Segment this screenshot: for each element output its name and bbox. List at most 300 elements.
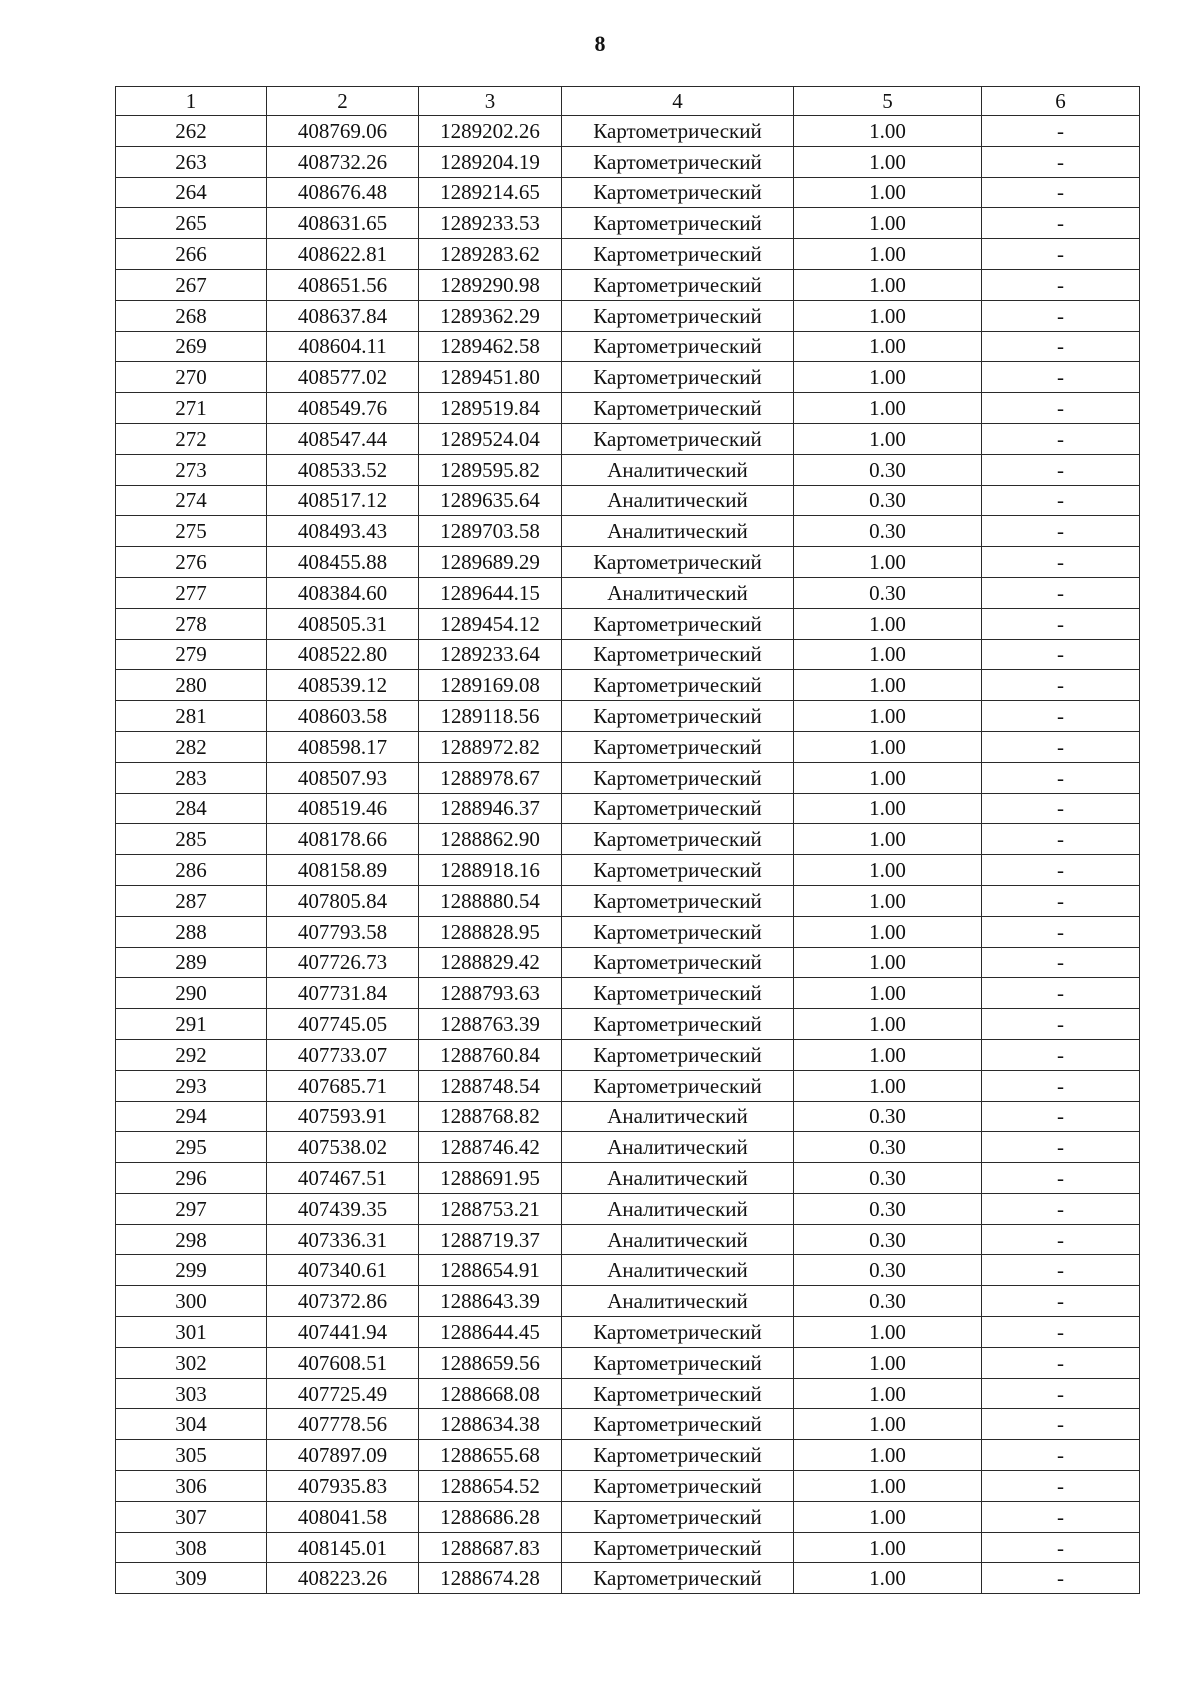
method-cell: Аналитический (562, 485, 794, 516)
y-coordinate-cell: 1289169.08 (419, 670, 562, 701)
accuracy-cell: 0.30 (794, 1255, 982, 1286)
y-coordinate-cell: 1289524.04 (419, 423, 562, 454)
table-row (116, 1532, 1140, 1563)
table-row (116, 393, 1140, 424)
accuracy-cell: 1.00 (794, 731, 982, 762)
y-coordinate-cell: 1288880.54 (419, 885, 562, 916)
note-cell: - (982, 793, 1140, 824)
accuracy-cell: 1.00 (794, 1070, 982, 1101)
x-coordinate-cell: 407733.07 (267, 1039, 419, 1070)
point-number-cell: 281 (116, 701, 267, 732)
note-cell: - (982, 485, 1140, 516)
point-number-cell: 294 (116, 1101, 267, 1132)
y-coordinate-cell: 1289118.56 (419, 701, 562, 732)
note-cell: - (982, 639, 1140, 670)
point-number-cell: 266 (116, 239, 267, 270)
x-coordinate-cell: 408158.89 (267, 855, 419, 886)
point-number-cell: 278 (116, 608, 267, 639)
y-coordinate-cell: 1289233.53 (419, 208, 562, 239)
point-number-cell: 262 (116, 116, 267, 147)
point-number-cell: 282 (116, 731, 267, 762)
method-cell: Картометрический (562, 1317, 794, 1348)
table-row (116, 978, 1140, 1009)
accuracy-cell: 0.30 (794, 577, 982, 608)
note-cell: - (982, 1009, 1140, 1040)
method-cell: Картометрический (562, 1409, 794, 1440)
accuracy-cell: 1.00 (794, 1347, 982, 1378)
table-row (116, 269, 1140, 300)
table-row (116, 731, 1140, 762)
accuracy-cell: 1.00 (794, 670, 982, 701)
accuracy-cell: 1.00 (794, 362, 982, 393)
x-coordinate-cell: 408604.11 (267, 331, 419, 362)
method-cell: Аналитический (562, 454, 794, 485)
point-number-cell: 280 (116, 670, 267, 701)
y-coordinate-cell: 1288674.28 (419, 1563, 562, 1594)
table-header (116, 87, 1140, 116)
x-coordinate-cell: 408145.01 (267, 1532, 419, 1563)
x-coordinate-cell: 407538.02 (267, 1132, 419, 1163)
table-row (116, 1101, 1140, 1132)
y-coordinate-cell: 1288643.39 (419, 1286, 562, 1317)
point-number-cell: 297 (116, 1193, 267, 1224)
x-coordinate-cell: 408384.60 (267, 577, 419, 608)
point-number-cell: 300 (116, 1286, 267, 1317)
note-cell: - (982, 577, 1140, 608)
point-number-cell: 295 (116, 1132, 267, 1163)
method-cell: Картометрический (562, 1532, 794, 1563)
x-coordinate-cell: 408547.44 (267, 423, 419, 454)
point-number-cell: 275 (116, 516, 267, 547)
method-cell: Картометрический (562, 300, 794, 331)
method-cell: Картометрический (562, 547, 794, 578)
note-cell: - (982, 1532, 1140, 1563)
note-cell: - (982, 300, 1140, 331)
accuracy-cell: 1.00 (794, 1471, 982, 1502)
y-coordinate-cell: 1288687.83 (419, 1532, 562, 1563)
x-coordinate-cell: 408455.88 (267, 547, 419, 578)
note-cell: - (982, 547, 1140, 578)
x-coordinate-cell: 407745.05 (267, 1009, 419, 1040)
y-coordinate-cell: 1288760.84 (419, 1039, 562, 1070)
method-cell: Картометрический (562, 1347, 794, 1378)
accuracy-cell: 1.00 (794, 762, 982, 793)
x-coordinate-cell: 407593.91 (267, 1101, 419, 1132)
table-row (116, 577, 1140, 608)
x-coordinate-cell: 408676.48 (267, 177, 419, 208)
note-cell: - (982, 1409, 1140, 1440)
note-cell: - (982, 177, 1140, 208)
accuracy-cell: 0.30 (794, 1101, 982, 1132)
method-cell: Картометрический (562, 916, 794, 947)
column-header-6: 6 (982, 87, 1140, 116)
point-number-cell: 309 (116, 1563, 267, 1594)
point-number-cell: 302 (116, 1347, 267, 1378)
x-coordinate-cell: 408577.02 (267, 362, 419, 393)
point-number-cell: 272 (116, 423, 267, 454)
note-cell: - (982, 608, 1140, 639)
method-cell: Картометрический (562, 1471, 794, 1502)
method-cell: Аналитический (562, 1224, 794, 1255)
point-number-cell: 279 (116, 639, 267, 670)
point-number-cell: 273 (116, 454, 267, 485)
accuracy-cell: 0.30 (794, 1163, 982, 1194)
table-row (116, 300, 1140, 331)
x-coordinate-cell: 408598.17 (267, 731, 419, 762)
table-row (116, 1070, 1140, 1101)
point-number-cell: 303 (116, 1378, 267, 1409)
coordinates-table (115, 86, 1140, 1594)
x-coordinate-cell: 407467.51 (267, 1163, 419, 1194)
table-row (116, 1009, 1140, 1040)
method-cell: Картометрический (562, 670, 794, 701)
y-coordinate-cell: 1288793.63 (419, 978, 562, 1009)
x-coordinate-cell: 408522.80 (267, 639, 419, 670)
note-cell: - (982, 1224, 1140, 1255)
note-cell: - (982, 1132, 1140, 1163)
note-cell: - (982, 423, 1140, 454)
y-coordinate-cell: 1289454.12 (419, 608, 562, 639)
y-coordinate-cell: 1288978.67 (419, 762, 562, 793)
accuracy-cell: 1.00 (794, 331, 982, 362)
note-cell: - (982, 731, 1140, 762)
table-row (116, 1471, 1140, 1502)
x-coordinate-cell: 407935.83 (267, 1471, 419, 1502)
x-coordinate-cell: 407372.86 (267, 1286, 419, 1317)
table-row (116, 1286, 1140, 1317)
x-coordinate-cell: 408517.12 (267, 485, 419, 516)
method-cell: Картометрический (562, 762, 794, 793)
note-cell: - (982, 1101, 1140, 1132)
accuracy-cell: 1.00 (794, 423, 982, 454)
y-coordinate-cell: 1289595.82 (419, 454, 562, 485)
y-coordinate-cell: 1289362.29 (419, 300, 562, 331)
point-number-cell: 293 (116, 1070, 267, 1101)
table-row (116, 1193, 1140, 1224)
table-row (116, 547, 1140, 578)
x-coordinate-cell: 408769.06 (267, 116, 419, 147)
accuracy-cell: 0.30 (794, 454, 982, 485)
y-coordinate-cell: 1289214.65 (419, 177, 562, 208)
table-row (116, 855, 1140, 886)
y-coordinate-cell: 1288691.95 (419, 1163, 562, 1194)
method-cell: Картометрический (562, 146, 794, 177)
accuracy-cell: 0.30 (794, 485, 982, 516)
method-cell: Картометрический (562, 824, 794, 855)
x-coordinate-cell: 407439.35 (267, 1193, 419, 1224)
y-coordinate-cell: 1289202.26 (419, 116, 562, 147)
accuracy-cell: 1.00 (794, 947, 982, 978)
table-row (116, 516, 1140, 547)
accuracy-cell: 1.00 (794, 639, 982, 670)
note-cell: - (982, 1471, 1140, 1502)
method-cell: Картометрический (562, 177, 794, 208)
note-cell: - (982, 269, 1140, 300)
note-cell: - (982, 239, 1140, 270)
method-cell: Картометрический (562, 639, 794, 670)
note-cell: - (982, 1163, 1140, 1194)
table-row (116, 885, 1140, 916)
method-cell: Аналитический (562, 1193, 794, 1224)
note-cell: - (982, 516, 1140, 547)
method-cell: Аналитический (562, 516, 794, 547)
method-cell: Аналитический (562, 1286, 794, 1317)
table-row (116, 1224, 1140, 1255)
accuracy-cell: 1.00 (794, 300, 982, 331)
table-row (116, 793, 1140, 824)
note-cell: - (982, 885, 1140, 916)
x-coordinate-cell: 407340.61 (267, 1255, 419, 1286)
method-cell: Картометрический (562, 331, 794, 362)
y-coordinate-cell: 1288748.54 (419, 1070, 562, 1101)
y-coordinate-cell: 1288746.42 (419, 1132, 562, 1163)
note-cell: - (982, 1347, 1140, 1378)
table-row (116, 670, 1140, 701)
note-cell: - (982, 393, 1140, 424)
y-coordinate-cell: 1288763.39 (419, 1009, 562, 1040)
point-number-cell: 265 (116, 208, 267, 239)
y-coordinate-cell: 1288768.82 (419, 1101, 562, 1132)
x-coordinate-cell: 408505.31 (267, 608, 419, 639)
accuracy-cell: 1.00 (794, 393, 982, 424)
method-cell: Аналитический (562, 1255, 794, 1286)
y-coordinate-cell: 1289290.98 (419, 269, 562, 300)
table-row (116, 1440, 1140, 1471)
point-number-cell: 308 (116, 1532, 267, 1563)
x-coordinate-cell: 407731.84 (267, 978, 419, 1009)
note-cell: - (982, 454, 1140, 485)
table-row (116, 608, 1140, 639)
table-row (116, 177, 1140, 208)
method-cell: Картометрический (562, 269, 794, 300)
x-coordinate-cell: 407725.49 (267, 1378, 419, 1409)
method-cell: Аналитический (562, 1101, 794, 1132)
method-cell: Картометрический (562, 1563, 794, 1594)
y-coordinate-cell: 1288659.56 (419, 1347, 562, 1378)
table-row (116, 1317, 1140, 1348)
x-coordinate-cell: 408637.84 (267, 300, 419, 331)
y-coordinate-cell: 1289644.15 (419, 577, 562, 608)
y-coordinate-cell: 1288829.42 (419, 947, 562, 978)
x-coordinate-cell: 407608.51 (267, 1347, 419, 1378)
point-number-cell: 305 (116, 1440, 267, 1471)
note-cell: - (982, 947, 1140, 978)
x-coordinate-cell: 407778.56 (267, 1409, 419, 1440)
x-coordinate-cell: 408631.65 (267, 208, 419, 239)
y-coordinate-cell: 1289519.84 (419, 393, 562, 424)
y-coordinate-cell: 1289689.29 (419, 547, 562, 578)
note-cell: - (982, 670, 1140, 701)
note-cell: - (982, 146, 1140, 177)
note-cell: - (982, 762, 1140, 793)
method-cell: Картометрический (562, 1440, 794, 1471)
point-number-cell: 290 (116, 978, 267, 1009)
table-row (116, 1163, 1140, 1194)
method-cell: Картометрический (562, 208, 794, 239)
table-row (116, 423, 1140, 454)
y-coordinate-cell: 1288654.52 (419, 1471, 562, 1502)
method-cell: Картометрический (562, 1378, 794, 1409)
accuracy-cell: 1.00 (794, 1563, 982, 1594)
table-row (116, 1501, 1140, 1532)
x-coordinate-cell: 408603.58 (267, 701, 419, 732)
accuracy-cell: 0.30 (794, 516, 982, 547)
y-coordinate-cell: 1288644.45 (419, 1317, 562, 1348)
accuracy-cell: 1.00 (794, 239, 982, 270)
table-row (116, 916, 1140, 947)
accuracy-cell: 1.00 (794, 177, 982, 208)
point-number-cell: 274 (116, 485, 267, 516)
x-coordinate-cell: 408539.12 (267, 670, 419, 701)
x-coordinate-cell: 407685.71 (267, 1070, 419, 1101)
point-number-cell: 267 (116, 269, 267, 300)
point-number-cell: 269 (116, 331, 267, 362)
y-coordinate-cell: 1288946.37 (419, 793, 562, 824)
point-number-cell: 263 (116, 146, 267, 177)
accuracy-cell: 1.00 (794, 885, 982, 916)
point-number-cell: 284 (116, 793, 267, 824)
x-coordinate-cell: 407726.73 (267, 947, 419, 978)
y-coordinate-cell: 1288828.95 (419, 916, 562, 947)
x-coordinate-cell: 408533.52 (267, 454, 419, 485)
table-row (116, 1255, 1140, 1286)
method-cell: Картометрический (562, 116, 794, 147)
table-row (116, 1563, 1140, 1594)
accuracy-cell: 1.00 (794, 608, 982, 639)
x-coordinate-cell: 407793.58 (267, 916, 419, 947)
accuracy-cell: 0.30 (794, 1132, 982, 1163)
x-coordinate-cell: 407441.94 (267, 1317, 419, 1348)
point-number-cell: 264 (116, 177, 267, 208)
note-cell: - (982, 116, 1140, 147)
y-coordinate-cell: 1289635.64 (419, 485, 562, 516)
method-cell: Картометрический (562, 793, 794, 824)
y-coordinate-cell: 1289703.58 (419, 516, 562, 547)
note-cell: - (982, 978, 1140, 1009)
method-cell: Картометрический (562, 701, 794, 732)
note-cell: - (982, 1440, 1140, 1471)
accuracy-cell: 0.30 (794, 1193, 982, 1224)
accuracy-cell: 1.00 (794, 547, 982, 578)
point-number-cell: 285 (116, 824, 267, 855)
point-number-cell: 298 (116, 1224, 267, 1255)
accuracy-cell: 1.00 (794, 1009, 982, 1040)
y-coordinate-cell: 1288634.38 (419, 1409, 562, 1440)
y-coordinate-cell: 1289204.19 (419, 146, 562, 177)
accuracy-cell: 1.00 (794, 1532, 982, 1563)
table-row (116, 639, 1140, 670)
point-number-cell: 286 (116, 855, 267, 886)
note-cell: - (982, 1193, 1140, 1224)
y-coordinate-cell: 1288753.21 (419, 1193, 562, 1224)
note-cell: - (982, 855, 1140, 886)
page-number: 8 (594, 31, 606, 56)
note-cell: - (982, 824, 1140, 855)
point-number-cell: 270 (116, 362, 267, 393)
table-body (116, 116, 1140, 1594)
y-coordinate-cell: 1288655.68 (419, 1440, 562, 1471)
table-row (116, 1347, 1140, 1378)
table-row (116, 331, 1140, 362)
method-cell: Картометрический (562, 1070, 794, 1101)
accuracy-cell: 1.00 (794, 1440, 982, 1471)
y-coordinate-cell: 1288686.28 (419, 1501, 562, 1532)
point-number-cell: 271 (116, 393, 267, 424)
y-coordinate-cell: 1288668.08 (419, 1378, 562, 1409)
y-coordinate-cell: 1289462.58 (419, 331, 562, 362)
y-coordinate-cell: 1288972.82 (419, 731, 562, 762)
table-row (116, 454, 1140, 485)
method-cell: Картометрический (562, 239, 794, 270)
method-cell: Аналитический (562, 1132, 794, 1163)
point-number-cell: 283 (116, 762, 267, 793)
note-cell: - (982, 1501, 1140, 1532)
method-cell: Картометрический (562, 885, 794, 916)
point-number-cell: 304 (116, 1409, 267, 1440)
table-row (116, 239, 1140, 270)
x-coordinate-cell: 407805.84 (267, 885, 419, 916)
method-cell: Картометрический (562, 1039, 794, 1070)
accuracy-cell: 1.00 (794, 269, 982, 300)
point-number-cell: 287 (116, 885, 267, 916)
point-number-cell: 306 (116, 1471, 267, 1502)
table-row (116, 362, 1140, 393)
point-number-cell: 296 (116, 1163, 267, 1194)
point-number-cell: 307 (116, 1501, 267, 1532)
y-coordinate-cell: 1289233.64 (419, 639, 562, 670)
note-cell: - (982, 701, 1140, 732)
table-row (116, 1039, 1140, 1070)
note-cell: - (982, 1255, 1140, 1286)
method-cell: Картометрический (562, 608, 794, 639)
accuracy-cell: 1.00 (794, 824, 982, 855)
method-cell: Картометрический (562, 978, 794, 1009)
x-coordinate-cell: 408519.46 (267, 793, 419, 824)
point-number-cell: 288 (116, 916, 267, 947)
column-header-5: 5 (794, 87, 982, 116)
point-number-cell: 301 (116, 1317, 267, 1348)
accuracy-cell: 1.00 (794, 855, 982, 886)
column-header-1: 1 (116, 87, 267, 116)
accuracy-cell: 1.00 (794, 208, 982, 239)
method-cell: Картометрический (562, 1501, 794, 1532)
note-cell: - (982, 362, 1140, 393)
x-coordinate-cell: 408651.56 (267, 269, 419, 300)
note-cell: - (982, 916, 1140, 947)
header-row (116, 87, 1140, 116)
accuracy-cell: 1.00 (794, 1501, 982, 1532)
accuracy-cell: 0.30 (794, 1286, 982, 1317)
accuracy-cell: 1.00 (794, 116, 982, 147)
accuracy-cell: 1.00 (794, 916, 982, 947)
x-coordinate-cell: 407336.31 (267, 1224, 419, 1255)
accuracy-cell: 1.00 (794, 1039, 982, 1070)
y-coordinate-cell: 1288654.91 (419, 1255, 562, 1286)
column-header-3: 3 (419, 87, 562, 116)
accuracy-cell: 1.00 (794, 146, 982, 177)
method-cell: Картометрический (562, 423, 794, 454)
x-coordinate-cell: 408493.43 (267, 516, 419, 547)
x-coordinate-cell: 408178.66 (267, 824, 419, 855)
note-cell: - (982, 208, 1140, 239)
method-cell: Картометрический (562, 393, 794, 424)
method-cell: Картометрический (562, 855, 794, 886)
accuracy-cell: 1.00 (794, 1378, 982, 1409)
method-cell: Картометрический (562, 947, 794, 978)
accuracy-cell: 1.00 (794, 978, 982, 1009)
table-row (116, 116, 1140, 147)
column-header-2: 2 (267, 87, 419, 116)
